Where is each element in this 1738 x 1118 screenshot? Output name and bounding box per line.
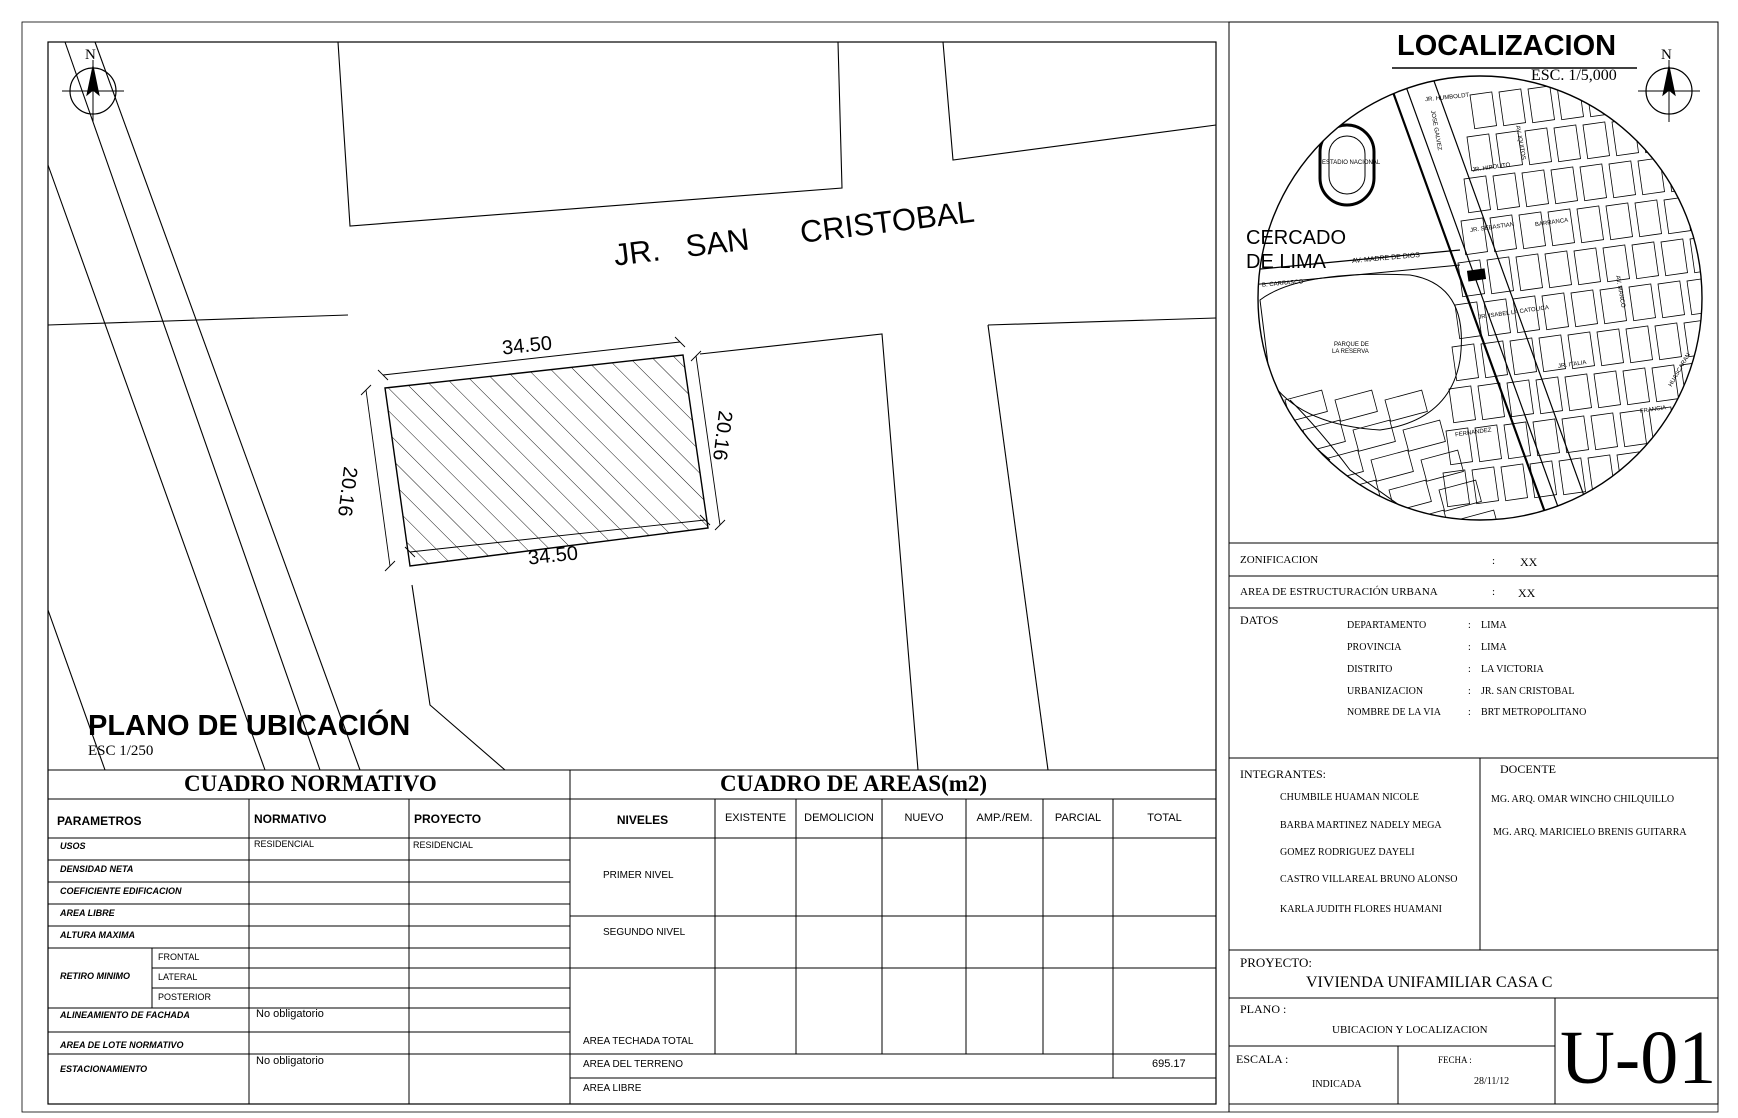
alineamiento-value: No obligatorio	[256, 1008, 324, 1020]
docente-label: DOCENTE	[1500, 762, 1556, 776]
map-label-de-lima: DE LIMA	[1246, 251, 1327, 273]
map-block	[1687, 278, 1714, 315]
normativo-header-normativo: NORMATIVO	[254, 812, 327, 826]
estacionamiento-value: No obligatorio	[256, 1055, 324, 1067]
dimension-top: 34.50	[500, 332, 554, 360]
map-label-isabel: JR. ISABEL LA CATOLICA	[1477, 305, 1550, 321]
map-block	[1507, 380, 1534, 417]
datos-value-item: LIMA	[1481, 642, 1507, 653]
map-block	[1525, 128, 1552, 165]
map-block	[1612, 119, 1639, 156]
areas-title: CUADRO DE AREAS(m2)	[720, 771, 988, 796]
integrantes-label: INTEGRANTES:	[1240, 767, 1326, 781]
map-block	[1357, 510, 1399, 541]
map-block	[1472, 467, 1499, 504]
normativo-header-proyecto: PROYECTO	[414, 812, 482, 826]
area-terreno-label: AREA DEL TERRENO	[583, 1059, 684, 1070]
map-block	[1504, 422, 1531, 459]
map-block	[1609, 161, 1636, 198]
docente-name: MG. ARQ. MARICIELO BRENIS GUITARRA	[1493, 827, 1687, 838]
areas-header-4: AMP./REM.	[976, 812, 1033, 824]
map-block	[1501, 464, 1528, 501]
integrante-name: GOMEZ RODRIGUEZ DAYELI	[1280, 847, 1415, 858]
map-block	[1702, 68, 1729, 105]
datos-value-item: LIMA	[1481, 620, 1507, 631]
datos-colon: :	[1468, 642, 1471, 653]
datos-label: DATOS	[1240, 613, 1279, 627]
map-block	[1577, 206, 1604, 243]
map-label-galvez: JOSE GALVEZ	[1429, 110, 1443, 152]
datos-label-item: DISTRITO	[1347, 664, 1393, 675]
map-label-cercado: CERCADO	[1246, 227, 1347, 249]
map-block	[1591, 413, 1618, 450]
map-label-manco: AV. MANCO	[1614, 275, 1626, 309]
datos-value-item: LA VICTORIA	[1481, 664, 1544, 675]
north-letter-location: N	[1661, 47, 1672, 63]
integrante-name: KARLA JUDITH FLORES HUAMANI	[1280, 904, 1442, 915]
map-block	[1389, 480, 1431, 511]
map-block	[1588, 455, 1615, 492]
map-block	[1655, 323, 1682, 360]
map-block	[1516, 254, 1543, 291]
map-label-carrasco: B. CARRASCO	[1261, 279, 1304, 289]
map-label-francia: FRANCIA	[1639, 405, 1667, 415]
area-estructuracion-colon: :	[1492, 586, 1496, 598]
area-estructuracion-value: XX	[1518, 586, 1536, 600]
map-block	[1371, 450, 1413, 481]
areas-header-3: NUEVO	[904, 812, 944, 824]
north-arrow-location	[1638, 60, 1700, 122]
map-label-estadio: ESTADIO NACIONAL	[1322, 160, 1381, 166]
normativo-param: ALTURA MAXIMA	[60, 930, 135, 940]
map-block	[1457, 510, 1499, 541]
datos-colon: :	[1468, 620, 1471, 631]
map-block	[1455, 302, 1482, 339]
datos-label-item: PROVINCIA	[1347, 642, 1402, 653]
map-block	[1557, 83, 1584, 120]
lot-polygon	[385, 355, 708, 570]
map-label-barranca: BARRANCA	[1534, 217, 1569, 229]
map-label-fernandez: FERNANDEZ	[1454, 427, 1492, 439]
fecha-label: FECHA :	[1438, 1055, 1472, 1065]
map-block	[1565, 374, 1592, 411]
area-lote-label: AREA DE LOTE NORMATIVO	[60, 1040, 184, 1050]
location-map	[1250, 68, 1729, 541]
areas-header-6: TOTAL	[1147, 812, 1182, 824]
normativo-param: USOS	[60, 841, 86, 851]
retiro-minimo-label: RETIRO MINIMO	[60, 971, 130, 981]
zonificacion-value: XX	[1520, 555, 1538, 569]
map-block	[1632, 242, 1659, 279]
datos-label-item: URBANIZACION	[1347, 686, 1424, 697]
primer-nivel-label: PRIMER NIVEL	[603, 870, 674, 881]
map-label-reserva: LA RESERVA	[1332, 349, 1369, 355]
estacionamiento-label: ESTACIONAMIENTO	[60, 1064, 148, 1074]
normativo-param: AREA LIBRE	[60, 908, 115, 918]
map-label-italia: JR. ITALIA	[1557, 360, 1587, 370]
normativo-param: COEFICIENTE EDIFICACION	[60, 886, 182, 896]
map-label-hipolito: JR. HIPOLITO	[1471, 162, 1511, 174]
docente-name: MG. ARQ. OMAR WINCHO CHILQUILLO	[1491, 794, 1675, 805]
map-block	[1629, 284, 1656, 321]
map-block	[1699, 110, 1726, 147]
map-block	[1551, 167, 1578, 204]
integrante-name: CHUMBILE HUAMAN NICOLE	[1280, 792, 1419, 803]
plano-label: PLANO :	[1240, 1002, 1287, 1016]
area-techada-label: AREA TECHADA TOTAL	[583, 1036, 694, 1047]
map-block	[1464, 176, 1491, 213]
map-block	[1407, 510, 1449, 541]
datos-value-item: JR. SAN CRISTOBAL	[1481, 686, 1575, 697]
map-block	[1693, 194, 1720, 231]
alineamiento-label: ALINEAMIENTO DE FACHADA	[60, 1010, 190, 1020]
north-arrow-site	[62, 60, 124, 122]
map-block	[1321, 450, 1363, 481]
map-block	[1594, 371, 1621, 408]
map-block	[1675, 446, 1702, 483]
datos-colon: :	[1468, 707, 1471, 718]
map-block	[1580, 164, 1607, 201]
map-block	[1661, 239, 1688, 276]
areas-header-0: NIVELES	[616, 813, 669, 827]
proyecto-value: VIVIENDA UNIFAMILIAR CASA C	[1306, 974, 1553, 991]
map-block	[1470, 92, 1497, 129]
dimension-bottom: 34.50	[526, 542, 580, 570]
map-block	[1635, 200, 1662, 237]
map-block	[1678, 404, 1705, 441]
map-block	[1620, 410, 1647, 447]
map-block	[1684, 320, 1711, 357]
area-terreno-value: 695.17	[1152, 1058, 1186, 1070]
areas-header-5: PARCIAL	[1054, 812, 1102, 824]
map-label-sebastian: JR. SEBASTIAN	[1469, 221, 1515, 235]
map-block	[1335, 390, 1377, 421]
integrante-name: CASTRO VILLAREAL BRUNO ALONSO	[1280, 874, 1458, 885]
segundo-nivel-label: SEGUNDO NIVEL	[603, 927, 686, 938]
integrante-name: BARBA MARTINEZ NADELY MEGA	[1280, 820, 1442, 831]
map-label-madre: AV. MADRE DE DIOS	[1351, 252, 1421, 265]
map-label-huascaran: HUASCARAN	[1668, 352, 1693, 388]
map-circle	[1258, 76, 1702, 520]
datos-value-item: BRT METROPOLITANO	[1481, 707, 1587, 718]
areas-header-1: EXISTENTE	[724, 812, 787, 824]
location-scale: ESC. 1/5,000	[1531, 67, 1617, 84]
map-block	[1403, 420, 1445, 451]
map-block	[1303, 420, 1345, 451]
datos-colon: :	[1468, 664, 1471, 675]
map-block	[1670, 113, 1697, 150]
escala-label: ESCALA :	[1236, 1052, 1289, 1066]
map-block	[1658, 281, 1685, 318]
map-block	[1528, 86, 1555, 123]
map-block	[1641, 116, 1668, 153]
map-block	[1385, 390, 1427, 421]
retiro-lateral: LATERAL	[158, 972, 198, 982]
map-block	[1510, 338, 1537, 375]
map-block	[1449, 386, 1476, 423]
escala-value: INDICADA	[1312, 1079, 1362, 1090]
left-panel-frame	[48, 42, 1216, 1104]
normativo-param: DENSIDAD NETA	[60, 864, 134, 874]
zonificacion-label: ZONIFICACION	[1240, 554, 1319, 566]
map-label-parque: PARQUE DE	[1334, 342, 1369, 348]
normativo-value: RESIDENCIAL	[254, 839, 315, 849]
map-block	[1623, 368, 1650, 405]
map-block	[1493, 173, 1520, 210]
datos-label-item: NOMBRE DE LA VIA	[1347, 707, 1441, 718]
datos-colon: :	[1468, 686, 1471, 697]
map-label-humbolt: JR. HUMBOLDT	[1424, 92, 1470, 104]
street-label: JR. SAN CRISTOBAL	[611, 193, 977, 273]
map-block	[1615, 77, 1642, 114]
north-letter-site: N	[85, 47, 96, 63]
map-label-iquitos: AV. IQUITOS	[1514, 125, 1527, 161]
proyecto-label: PROYECTO:	[1240, 955, 1312, 970]
datos-label-item: DEPARTAMENTO	[1347, 620, 1427, 631]
map-block	[1597, 329, 1624, 366]
normativo-title: CUADRO NORMATIVO	[184, 771, 437, 796]
zonificacion-colon: :	[1492, 555, 1496, 567]
map-block	[1548, 209, 1575, 246]
sheet-code: U-01	[1560, 1016, 1717, 1100]
retiro-posterior: POSTERIOR	[158, 992, 212, 1002]
map-block	[1571, 290, 1598, 327]
area-estructuracion-label: AREA DE ESTRUCTURACIÓN URBANA	[1240, 586, 1438, 598]
map-block	[1536, 377, 1563, 414]
map-block	[1696, 152, 1723, 189]
normativo-header-parametros: PARAMETROS	[57, 814, 142, 828]
map-block	[1353, 420, 1395, 451]
proyecto-value: RESIDENCIAL	[413, 840, 474, 850]
map-block	[1499, 89, 1526, 126]
dimension-left: 20.16	[333, 465, 361, 518]
map-block	[1522, 170, 1549, 207]
map-block	[1606, 203, 1633, 240]
area-libre-label: AREA LIBRE	[583, 1083, 642, 1094]
site-plan-scale: ESC 1/250	[88, 743, 154, 759]
map-block	[1519, 212, 1546, 249]
map-block	[1583, 122, 1610, 159]
map-block	[1638, 158, 1665, 195]
map-block	[1439, 480, 1481, 511]
site-plan-title: PLANO DE UBICACIÓN	[88, 710, 411, 742]
dimension-right: 20.16	[708, 409, 736, 462]
map-block	[1626, 326, 1653, 363]
areas-header-2: DEMOLICION	[804, 812, 874, 824]
map-block	[1421, 450, 1463, 481]
map-block	[1574, 248, 1601, 285]
retiro-frontal: FRONTAL	[158, 952, 200, 962]
map-block	[1545, 251, 1572, 288]
plano-value: UBICACION Y LOCALIZACION	[1332, 1024, 1488, 1036]
fecha-value: 28/11/12	[1474, 1076, 1510, 1087]
map-block	[1554, 125, 1581, 162]
location-title: LOCALIZACION	[1397, 30, 1617, 62]
map-block	[1646, 449, 1673, 486]
